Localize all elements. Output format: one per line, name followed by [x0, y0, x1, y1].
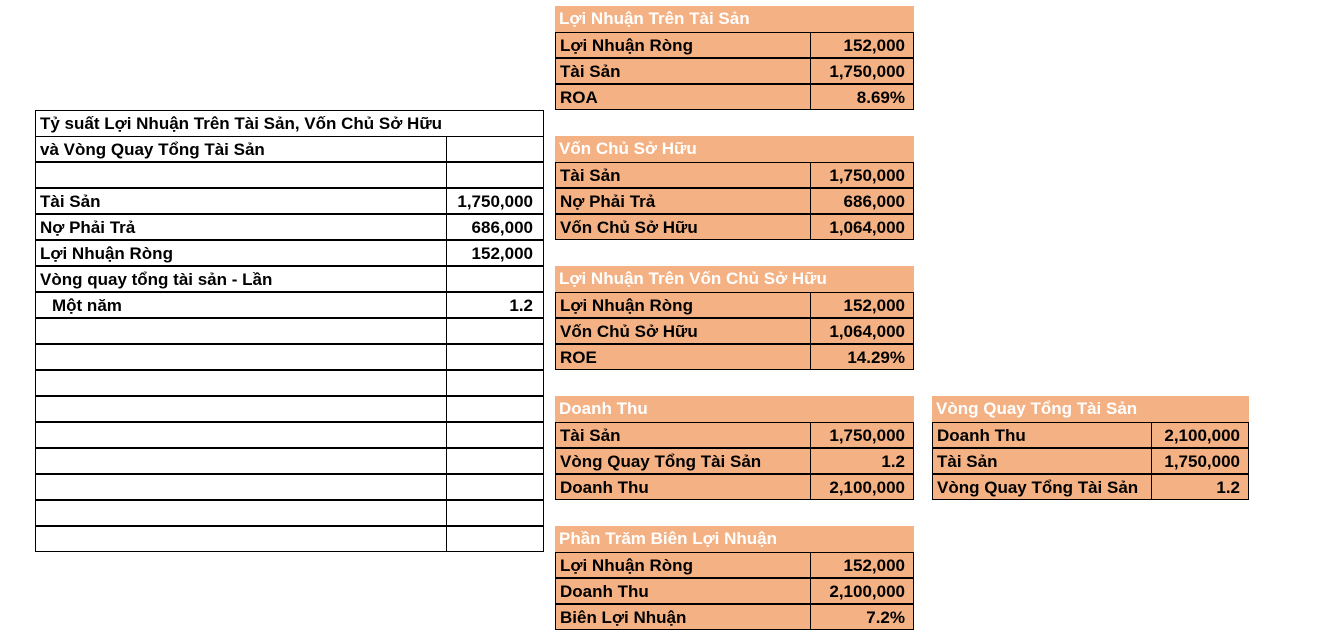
left-row-value[interactable]: [446, 474, 544, 500]
block-margin-label[interactable]: Biên Lợi Nhuận: [555, 604, 811, 630]
left-row-value[interactable]: [446, 526, 544, 552]
left-row-label[interactable]: [35, 396, 447, 422]
block-roe-value[interactable]: 14.29%: [810, 344, 914, 370]
block-turnover-value[interactable]: 1,750,000: [1151, 448, 1249, 474]
left-row-value[interactable]: [446, 318, 544, 344]
block-equity-value[interactable]: 686,000: [810, 188, 914, 214]
block-roa-value[interactable]: 152,000: [810, 32, 914, 58]
left-row-value[interactable]: [446, 500, 544, 526]
left-row-label[interactable]: Lợi Nhuận Ròng: [35, 240, 447, 266]
block-turnover-value[interactable]: 2,100,000: [1151, 422, 1249, 448]
left-title-line1[interactable]: Tỷ suất Lợi Nhuận Trên Tài Sản, Vốn Chủ Sở Hữu: [35, 110, 544, 136]
block-revenue-header[interactable]: Doanh Thu: [555, 396, 914, 422]
block-roe-value[interactable]: 1,064,000: [810, 318, 914, 344]
left-row-label[interactable]: [35, 162, 447, 188]
left-row-value[interactable]: 686,000: [446, 214, 544, 240]
block-margin-value[interactable]: 152,000: [810, 552, 914, 578]
block-roe-label[interactable]: Lợi Nhuận Ròng: [555, 292, 811, 318]
left-row-label[interactable]: [35, 318, 447, 344]
left-row-value[interactable]: [446, 266, 544, 292]
block-roa-value[interactable]: 8.69%: [810, 84, 914, 110]
left-title-line2[interactable]: và Vòng Quay Tổng Tài Sản: [35, 136, 447, 162]
block-roa-label[interactable]: Lợi Nhuận Ròng: [555, 32, 811, 58]
block-turnover-value[interactable]: 1.2: [1151, 474, 1249, 500]
block-revenue-value[interactable]: 1,750,000: [810, 422, 914, 448]
left-row-value[interactable]: [446, 370, 544, 396]
block-margin-value[interactable]: 7.2%: [810, 604, 914, 630]
block-roa-header[interactable]: Lợi Nhuận Trên Tài Sản: [555, 6, 914, 32]
block-roa-label[interactable]: ROA: [555, 84, 811, 110]
left-row-label[interactable]: Vòng quay tổng tài sản - Lần: [35, 266, 447, 292]
block-equity-label[interactable]: Nợ Phải Trả: [555, 188, 811, 214]
block-margin-label[interactable]: Doanh Thu: [555, 578, 811, 604]
left-row-label[interactable]: Một năm: [35, 292, 447, 318]
block-turnover-label[interactable]: Doanh Thu: [932, 422, 1152, 448]
block-roe-label[interactable]: Vốn Chủ Sở Hữu: [555, 318, 811, 344]
left-row-label[interactable]: [35, 474, 447, 500]
left-row-label[interactable]: [35, 422, 447, 448]
block-roa-value[interactable]: 1,750,000: [810, 58, 914, 84]
block-roa-label[interactable]: Tài Sản: [555, 58, 811, 84]
left-row-label[interactable]: [35, 500, 447, 526]
block-turnover-label[interactable]: Vòng Quay Tổng Tài Sản: [932, 474, 1152, 500]
left-row-label[interactable]: Nợ Phải Trả: [35, 214, 447, 240]
block-margin-header[interactable]: Phần Trăm Biên Lợi Nhuận: [555, 526, 914, 552]
left-row-value[interactable]: [446, 162, 544, 188]
left-row-label[interactable]: [35, 370, 447, 396]
block-turnover-label[interactable]: Tài Sản: [932, 448, 1152, 474]
left-row-value[interactable]: [446, 344, 544, 370]
block-revenue-label[interactable]: Tài Sản: [555, 422, 811, 448]
block-revenue-value[interactable]: 1.2: [810, 448, 914, 474]
left-row-label[interactable]: [35, 526, 447, 552]
block-turnover-header[interactable]: Vòng Quay Tổng Tài Sản: [932, 396, 1249, 422]
left-row-value[interactable]: [446, 422, 544, 448]
block-roe-value[interactable]: 152,000: [810, 292, 914, 318]
block-margin-value[interactable]: 2,100,000: [810, 578, 914, 604]
left-row-value[interactable]: 1.2: [446, 292, 544, 318]
block-margin-label[interactable]: Lợi Nhuận Ròng: [555, 552, 811, 578]
left-row-label[interactable]: [35, 448, 447, 474]
left-cell-empty[interactable]: [446, 136, 544, 162]
block-revenue-value[interactable]: 2,100,000: [810, 474, 914, 500]
block-equity-value[interactable]: 1,064,000: [810, 214, 914, 240]
left-row-value[interactable]: [446, 448, 544, 474]
block-roe-header[interactable]: Lợi Nhuận Trên Vốn Chủ Sở Hữu: [555, 266, 914, 292]
block-revenue-label[interactable]: Vòng Quay Tổng Tài Sản: [555, 448, 811, 474]
block-equity-value[interactable]: 1,750,000: [810, 162, 914, 188]
left-row-value[interactable]: [446, 396, 544, 422]
left-row-value[interactable]: 1,750,000: [446, 188, 544, 214]
block-equity-label[interactable]: Vốn Chủ Sở Hữu: [555, 214, 811, 240]
block-roe-label[interactable]: ROE: [555, 344, 811, 370]
left-row-value[interactable]: 152,000: [446, 240, 544, 266]
block-equity-header[interactable]: Vốn Chủ Sở Hữu: [555, 136, 914, 162]
left-row-label[interactable]: Tài Sản: [35, 188, 447, 214]
block-revenue-label[interactable]: Doanh Thu: [555, 474, 811, 500]
block-equity-label[interactable]: Tài Sản: [555, 162, 811, 188]
left-row-label[interactable]: [35, 344, 447, 370]
